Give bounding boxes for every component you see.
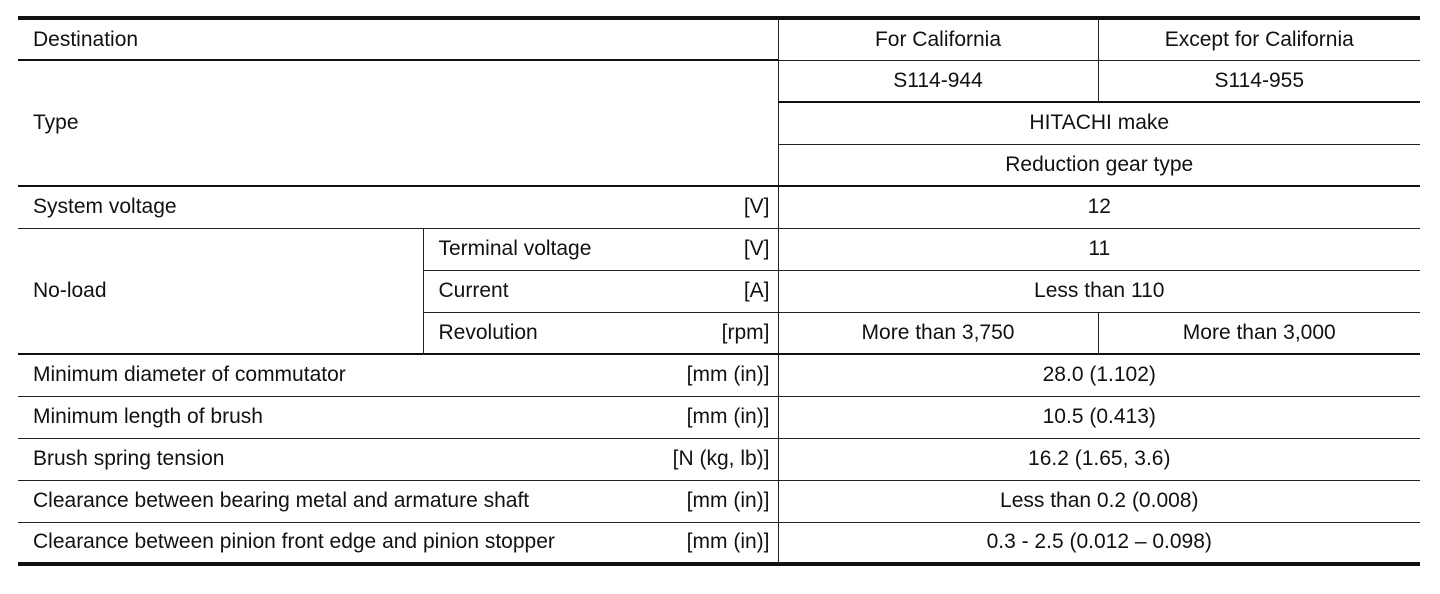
brush-length-value: 10.5 (0.413) [778,396,1420,438]
type-make: HITACHI make [778,102,1420,144]
revolution-label: Revolution [438,320,538,344]
commutator-unit: [mm (in)] [686,363,770,387]
table-row-system-voltage [18,186,1420,228]
bearing-clearance-label: Clearance between bearing metal and armature shaft [33,489,530,512]
current-label: Current [438,279,509,302]
table-row-terminal-voltage [18,228,1420,270]
table-row-bearing-clearance [18,480,1420,522]
bearing-clearance-unit: [mm (in)] [686,489,770,512]
system-voltage-unit: [V] [743,195,770,219]
brush-length-label: Minimum length of brush [33,405,263,428]
revolution-unit: [rpm] [721,320,770,344]
spring-tension-cell [18,438,778,480]
table-row-destination [18,18,1420,60]
commutator-value: 28.0 (1.102) [778,354,1420,396]
commutator-label: Minimum diameter of commutator [33,363,346,387]
bearing-clearance-cell [18,480,778,522]
no-load-label: No-load [18,228,423,354]
terminal-voltage-value: 11 [778,228,1420,270]
current-cell [423,270,778,312]
revolution-except: More than 3,000 [1098,312,1420,354]
commutator-cell [18,354,778,396]
spring-tension-value: 16.2 (1.65, 3.6) [778,438,1420,480]
system-voltage-value: 12 [778,186,1420,228]
col-for-california: For California [778,18,1098,60]
starter-specification-table [18,16,1420,566]
spring-tension-unit: [N (kg, lb)] [672,447,770,470]
type-part-except: S114-955 [1098,60,1420,102]
current-value: Less than 110 [778,270,1420,312]
system-voltage-label: System voltage [33,195,177,219]
col-except-california: Except for California [1098,18,1420,60]
spring-tension-label: Brush spring tension [33,447,225,470]
table-row-spring-tension [18,438,1420,480]
terminal-voltage-cell [423,228,778,270]
brush-length-cell [18,396,778,438]
revolution-california: More than 3,750 [778,312,1098,354]
table-row-commutator [18,354,1420,396]
revolution-cell [423,312,778,354]
type-part-california: S114-944 [778,60,1098,102]
destination-label: Destination [18,18,778,60]
pinion-clearance-unit: [mm (in)] [686,530,770,554]
terminal-voltage-label: Terminal voltage [438,237,592,260]
table-row-type-part [18,60,1420,102]
table-row-pinion-clearance [18,522,1420,564]
terminal-voltage-unit: [V] [743,237,770,260]
pinion-clearance-label: Clearance between pinion front edge and pinion stopper [33,530,555,554]
bearing-clearance-value: Less than 0.2 (0.008) [778,480,1420,522]
system-voltage-cell [18,186,778,228]
type-gear: Reduction gear type [778,144,1420,186]
pinion-clearance-value: 0.3 - 2.5 (0.012 – 0.098) [778,522,1420,564]
current-unit: [A] [743,279,770,302]
pinion-clearance-cell [18,522,778,564]
table-row-brush-length [18,396,1420,438]
brush-length-unit: [mm (in)] [686,405,770,428]
type-label: Type [18,60,778,186]
